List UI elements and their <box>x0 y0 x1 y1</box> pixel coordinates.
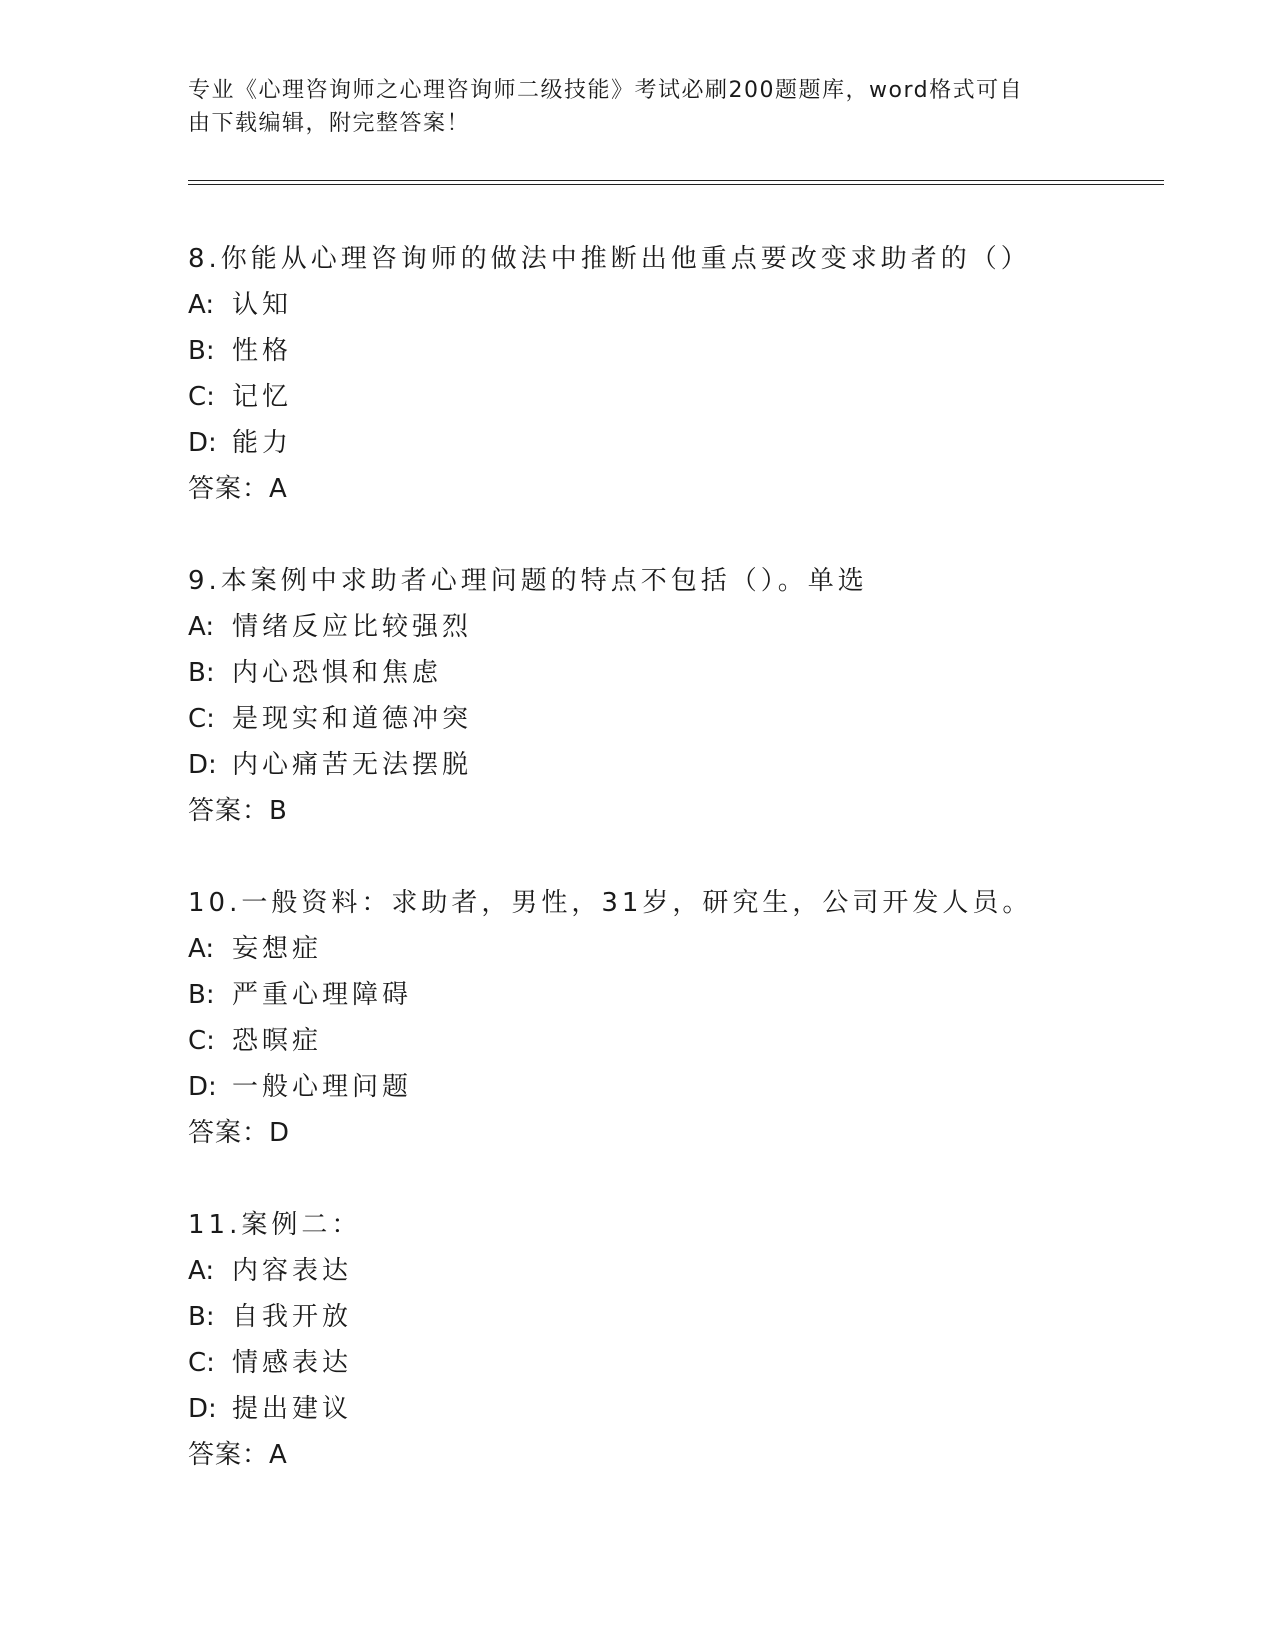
option-a <box>188 604 1188 650</box>
option-key: B: <box>188 980 215 1010</box>
option-a <box>188 926 1188 972</box>
option-key: B: <box>188 658 215 688</box>
option-key: C: <box>188 704 215 734</box>
question-stem: 11.案例二： <box>188 1210 362 1240</box>
option-d <box>188 742 1188 788</box>
option-text: 性格 <box>232 336 293 366</box>
option-b <box>188 650 1188 696</box>
option-text: 能力 <box>232 428 293 458</box>
option-text: 内容表达 <box>232 1256 353 1286</box>
option-b <box>188 972 1188 1018</box>
option-text: 是现实和道德冲突 <box>232 704 473 734</box>
option-key: A: <box>188 612 215 642</box>
question-9 <box>188 558 1188 834</box>
option-key: D: <box>188 428 217 458</box>
option-text: 恐暝症 <box>232 1026 323 1056</box>
option-text: 情感表达 <box>232 1348 353 1378</box>
question-stem: 8.你能从心理咨询师的做法中推断出他重点要改变求助者的（） <box>188 244 1031 274</box>
option-c <box>188 374 1188 420</box>
option-d <box>188 420 1188 466</box>
option-d <box>188 1064 1188 1110</box>
question-10 <box>188 880 1188 1156</box>
answer-line: 答案：D <box>188 1118 291 1148</box>
question-8 <box>188 236 1188 512</box>
header-divider-top <box>188 180 1164 181</box>
option-key: B: <box>188 336 215 366</box>
document-header <box>188 74 1068 140</box>
answer-line: 答案：A <box>188 474 288 504</box>
header-line-2: 由下载编辑，附完整答案！ <box>188 111 471 136</box>
option-key: C: <box>188 1348 215 1378</box>
option-text: 情绪反应比较强烈 <box>232 612 473 642</box>
option-key: D: <box>188 1072 217 1102</box>
option-key: D: <box>188 750 217 780</box>
header-divider-bottom <box>188 184 1164 185</box>
header-line-1: 专业《心理咨询师之心理咨询师二级技能》考试必刷200题题库，word格式可自 <box>188 78 1024 103</box>
option-key: C: <box>188 1026 215 1056</box>
question-stem: 9.本案例中求助者心理问题的特点不包括（）。单选 <box>188 566 868 596</box>
answer-line: 答案：B <box>188 796 288 826</box>
option-text: 严重心理障碍 <box>232 980 413 1010</box>
option-key: A: <box>188 1256 215 1286</box>
option-b <box>188 328 1188 374</box>
question-11 <box>188 1202 1188 1478</box>
option-key: D: <box>188 1394 217 1424</box>
question-stem: 10.一般资料：求助者，男性，31岁，研究生，公司开发人员。 <box>188 888 1033 918</box>
option-text: 内心恐惧和焦虑 <box>232 658 443 688</box>
option-c <box>188 696 1188 742</box>
option-c <box>188 1018 1188 1064</box>
option-text: 自我开放 <box>232 1302 353 1332</box>
option-c <box>188 1340 1188 1386</box>
option-key: A: <box>188 290 215 320</box>
option-text: 记忆 <box>232 382 293 412</box>
option-a <box>188 282 1188 328</box>
option-text: 认知 <box>232 290 293 320</box>
option-d <box>188 1386 1188 1432</box>
option-text: 一般心理问题 <box>232 1072 413 1102</box>
option-a <box>188 1248 1188 1294</box>
option-key: B: <box>188 1302 215 1332</box>
option-key: A: <box>188 934 215 964</box>
option-key: C: <box>188 382 215 412</box>
answer-line: 答案：A <box>188 1440 288 1470</box>
option-text: 提出建议 <box>232 1394 353 1424</box>
option-b <box>188 1294 1188 1340</box>
option-text: 内心痛苦无法摆脱 <box>232 750 473 780</box>
option-text: 妄想症 <box>232 934 323 964</box>
